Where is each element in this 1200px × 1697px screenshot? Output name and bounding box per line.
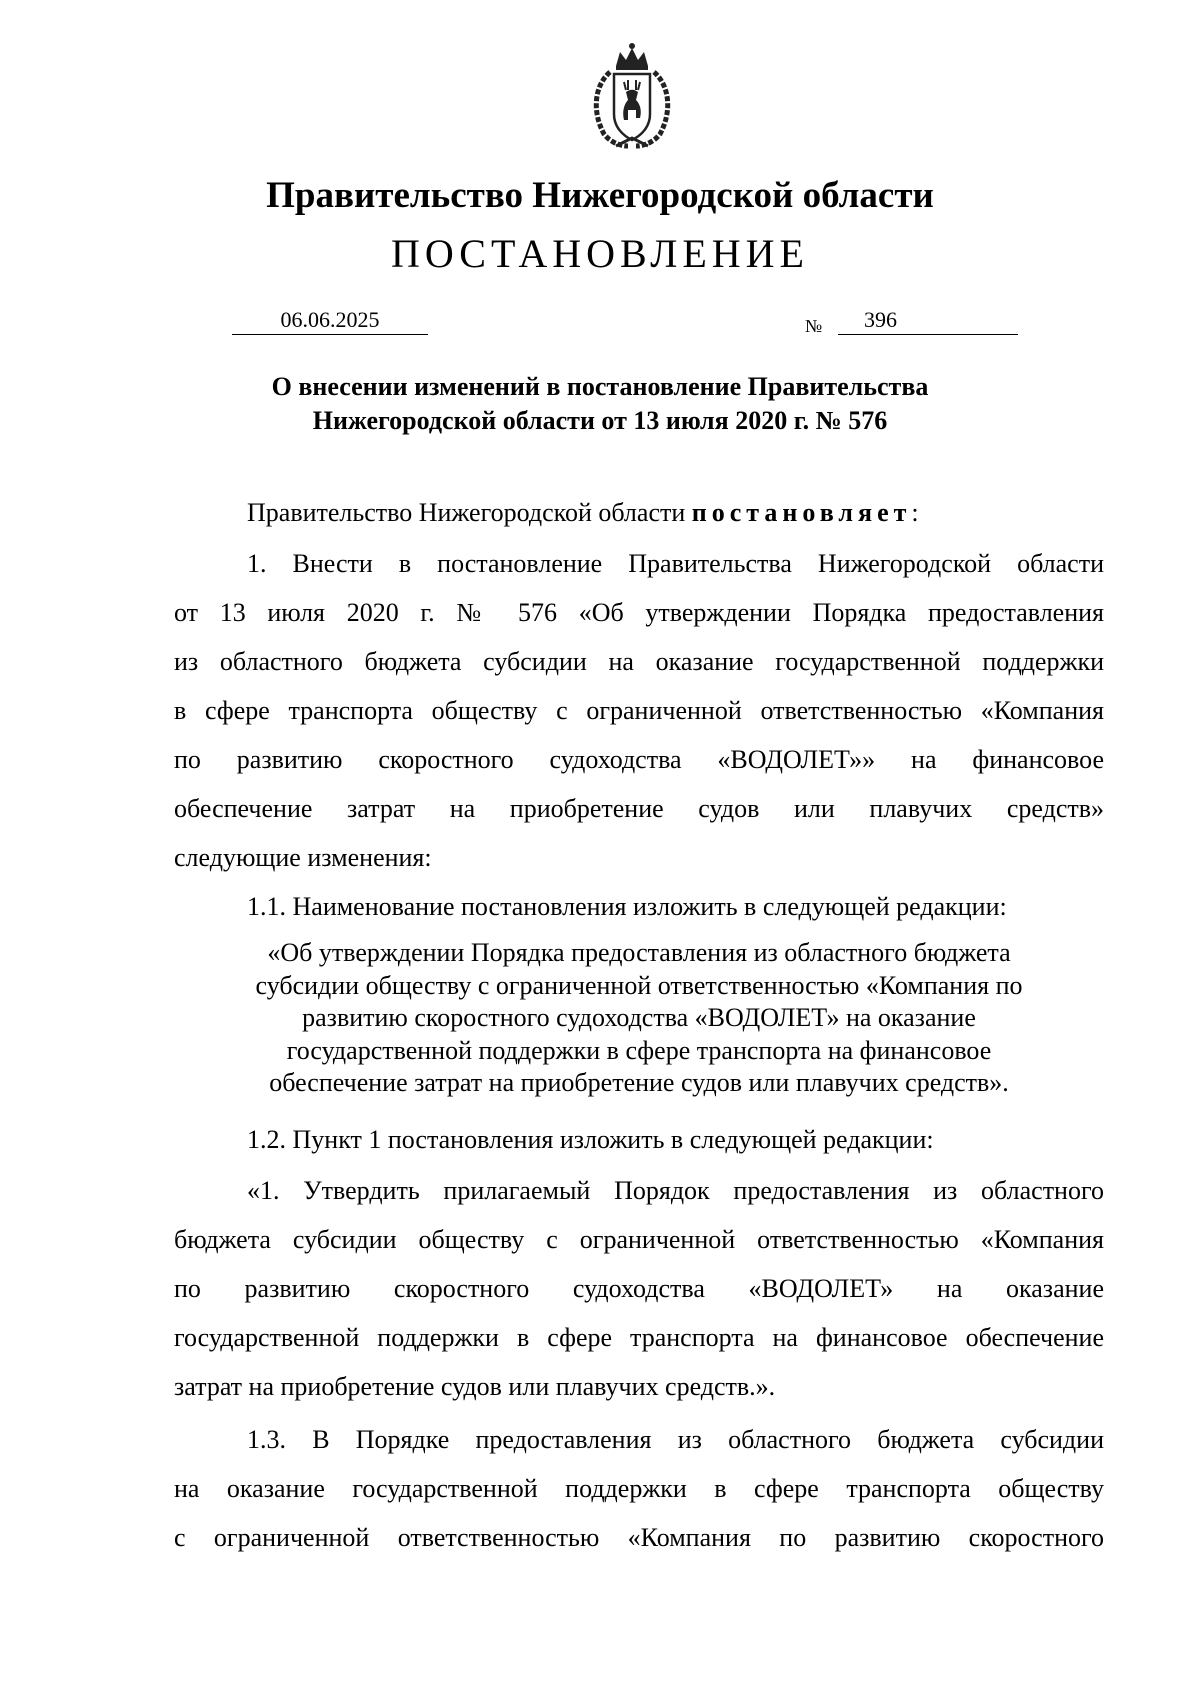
preamble <box>247 496 919 530</box>
paragraph-line: из областного бюджета субсидии на оказание государственной поддержки <box>174 647 1104 676</box>
paragraph-line: по развитию скоростного судоходства «ВОДОЛЕТ» на оказание <box>174 1274 1104 1303</box>
subject-line: Нижегородской области от 13 июля 2020 г. № 576 <box>312 406 888 435</box>
document-date: 06.06.2025 <box>232 306 428 335</box>
preamble-verb: постановляет <box>691 498 912 527</box>
document-subject <box>0 370 1200 438</box>
preamble-end: : <box>911 498 919 527</box>
paragraph-line: 1.3. В Порядке предоставления из областного бюджета субсидии <box>247 1425 1104 1454</box>
paragraph-line: обеспечение затрат на приобретение судов или плавучих средств» <box>174 794 1104 823</box>
paragraph-line: в сфере транспорта обществу с ограниченной ответственностью «Компания <box>174 696 1104 725</box>
quote-line: «Об утверждении Порядка предоставления из областного бюджета <box>267 938 1011 967</box>
preamble-text: Правительство Нижегородской области <box>247 498 692 527</box>
subject-line: О внесении изменений в постановление Правительства <box>271 372 929 401</box>
number-sign: № <box>805 316 823 336</box>
document-number: 396 <box>864 307 897 332</box>
paragraph-line: по развитию скоростного судоходства «ВОДОЛЕТ»» на финансовое <box>174 745 1104 774</box>
paragraph-line: затрат на приобретение судов или плавучих средств.». <box>174 1372 776 1401</box>
quote-line: государственной поддержки в сфере транспорта на финансовое <box>286 1035 992 1065</box>
paragraph-line: бюджета субсидии обществу с ограниченной ответственностью «Компания <box>174 1225 1104 1254</box>
paragraph-1-1: 1.1. Наименование постановления изложить в следующей редакции: <box>247 892 1007 921</box>
document-type: ПОСТАНОВЛЕНИЕ <box>391 231 809 276</box>
document-number-field <box>838 306 1018 335</box>
paragraph-line: 1. Внести в постановление Правительства Нижегородской области <box>247 549 1104 578</box>
paragraph-line: государственной поддержки в сфере транспорта на финансовое обеспечение <box>174 1323 1104 1352</box>
quote-line: развитию скоростного судоходства «ВОДОЛЕТ» на оказание <box>302 1003 976 1032</box>
quote-line: обеспечение затрат на приобретение судов или плавучих средств». <box>269 1068 1009 1097</box>
paragraph-1-2: 1.2. Пункт 1 постановления изложить в следующей редакции: <box>247 1125 934 1154</box>
quote-block <box>174 937 1104 1100</box>
paragraph-line: на оказание государственной поддержки в сфере транспорта обществу <box>174 1474 1104 1503</box>
quote-line: субсидии обществу с ограниченной ответственностью «Компания по <box>255 970 1023 1000</box>
government-title: Правительство Нижегородской области <box>266 175 934 216</box>
paragraph-line: от 13 июля 2020 г. № 576 «Об утверждении Порядка предоставления <box>174 598 1104 627</box>
paragraph-line: с ограниченной ответственностью «Компания по развитию скоростного <box>174 1523 1104 1552</box>
paragraph-line: «1. Утвердить прилагаемый Порядок предоставления из областного <box>247 1176 1104 1205</box>
coat-of-arms-icon <box>580 42 684 152</box>
paragraph-line: следующие изменения: <box>174 843 432 872</box>
